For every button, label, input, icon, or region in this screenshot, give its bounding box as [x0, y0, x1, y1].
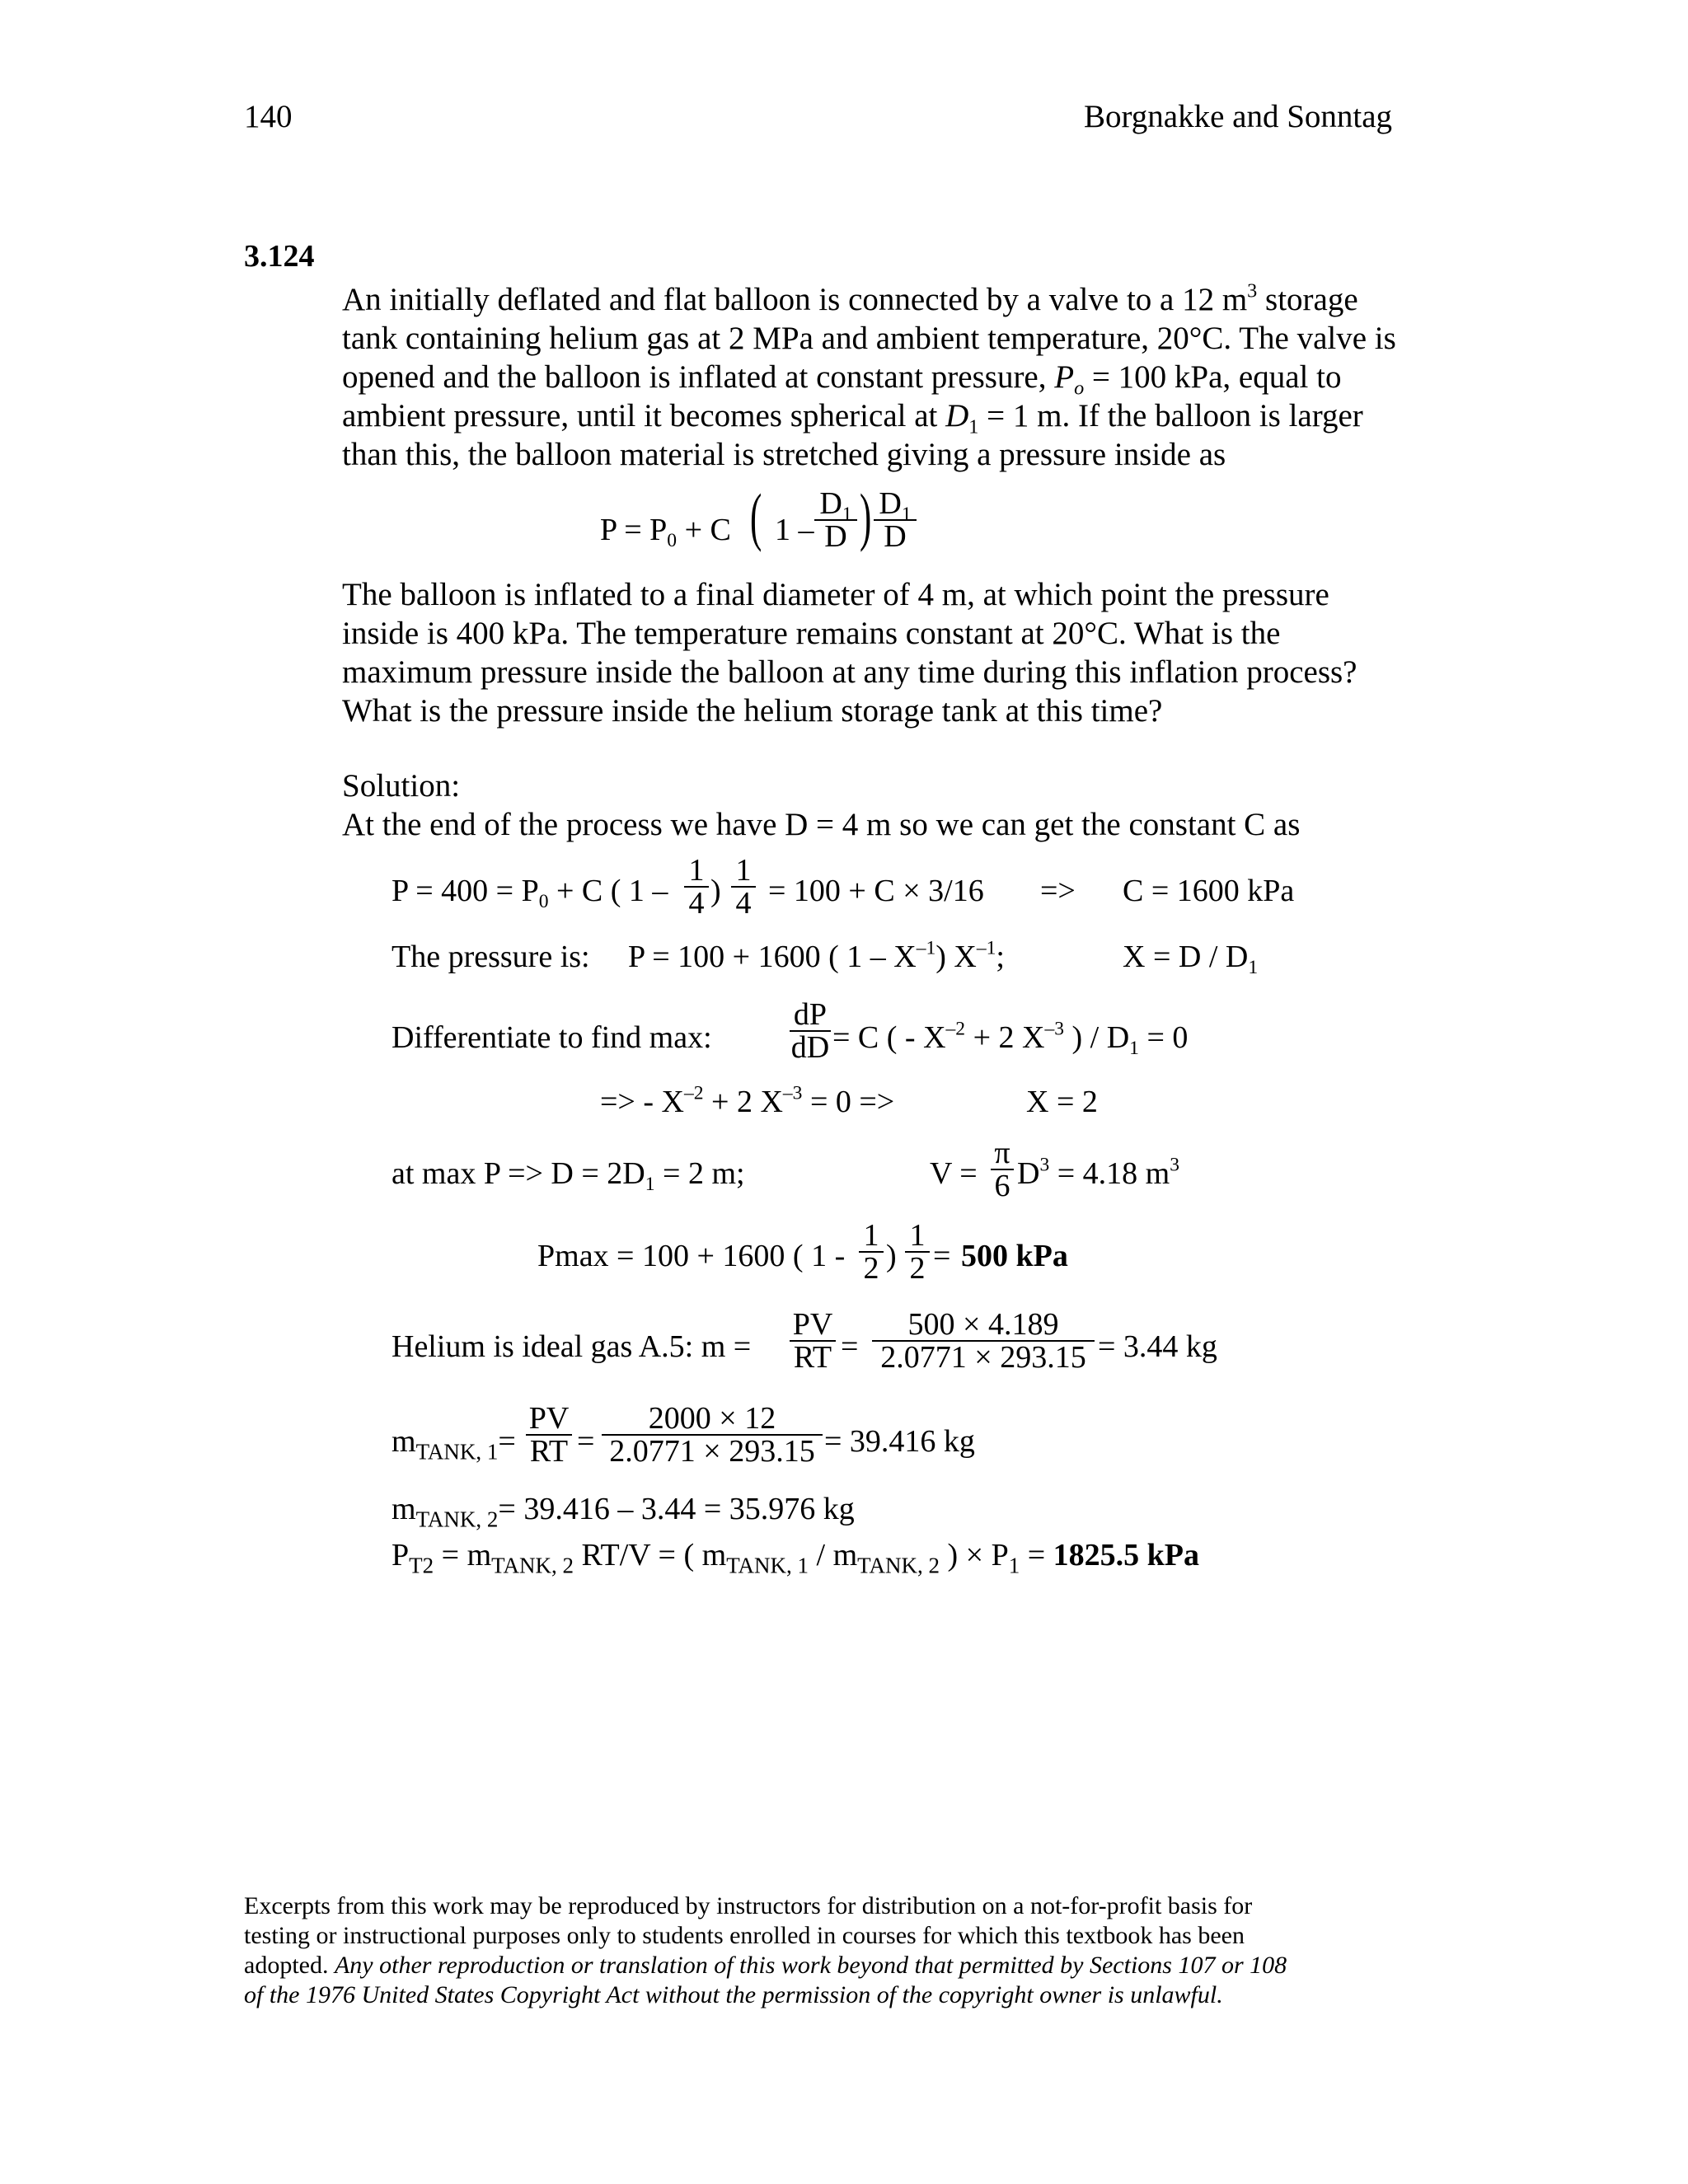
statement-line: maximum pressure inside the balloon at any time during this inflation process?: [342, 654, 1357, 690]
solution-heading: Solution:: [342, 768, 461, 804]
copyright-footer: [244, 1891, 1480, 2010]
footer-line: adopted. Any other reproduction or translation of this work beyond that permitted by Sections 107 or 108: [244, 1952, 1287, 1979]
fraction: π 6: [991, 1137, 1014, 1202]
statement-line: opened and the balloon is inflated at constant pressure, $P_o = 100$ kPa, equal to: [342, 359, 1342, 400]
footer-line: testing or instructional purposes only to students enrolled in courses for which this textbook has been: [244, 1922, 1245, 1949]
fraction: PV RT: [790, 1309, 836, 1373]
equation-tank-mass-2: $m_{TANK, 2}= 39.416 - 3.44 = 35.976$ kg: [392, 1492, 855, 1532]
statement-line: ambient pressure, until it becomes spherical at $D_1 = 1$ m. If the balloon is larger: [342, 398, 1363, 438]
equation-tank-pressure: $P_{T2} = m_{TANK, 2}$ RT/V = ( $m_{TANK, 1} / m_{TANK, 2}$ ) × $P_1 = 1825.5$ kPa: [392, 1538, 1199, 1578]
footer-line: Excerpts from this work may be reproduced by instructors for distribution on a not-for-profit basis for: [244, 1892, 1253, 1919]
fraction: 1 4: [731, 855, 756, 919]
statement-line: than this, the balloon material is stretched giving a pressure inside as: [342, 437, 1226, 472]
footer-line: of the 1976 United States Copyright Act without the permission of the copyright owner is unlawful.: [244, 1981, 1223, 2008]
fraction: 500 × 4.189 2.0771 × 293.15: [872, 1309, 1095, 1373]
page-number: 140: [244, 99, 293, 134]
solution-intro-line: At the end of the process we have D = 4 m so we can get the constant C as: [342, 807, 1301, 842]
running-title: Borgnakke and Sonntag: [1084, 99, 1393, 134]
pmax-result: 500 kPa: [961, 1239, 1068, 1273]
fraction: 1 4: [684, 855, 709, 919]
fraction: 1 2: [905, 1220, 930, 1284]
problem-number: 3.124: [244, 239, 315, 274]
statement-line: tank containing helium gas at 2 MPa and ambient temperature, 20°C. The valve is: [342, 321, 1396, 356]
fraction: 1 2: [859, 1220, 884, 1284]
fraction: $D_1$ D: [874, 488, 917, 552]
statement-line: An initially deflated and flat balloon is connected by a valve to a 12 $m^3$ storage: [342, 279, 1358, 317]
fraction: PV RT: [526, 1403, 572, 1467]
problem-statement-2: [342, 575, 1430, 730]
statement-line: The balloon is inflated to a final diameter of 4 m, at which point the pressure: [342, 577, 1329, 612]
solution-intro: [342, 766, 1430, 844]
statement-line: What is the pressure inside the helium storage tank at this time?: [342, 693, 1163, 729]
fraction: $D_1$ D: [814, 488, 857, 552]
left-paren: (: [750, 480, 762, 552]
fraction: 2000 × 12 2.0771 × 293.15: [602, 1403, 823, 1467]
right-paren: ): [860, 480, 872, 552]
problem-statement: [342, 280, 1430, 474]
tank-pressure-result: 1825.5 kPa: [1053, 1538, 1199, 1572]
statement-line: inside is 400 kPa. The temperature remains constant at 20°C. What is the: [342, 616, 1281, 651]
derivative-fraction: dP dD: [790, 997, 830, 1065]
